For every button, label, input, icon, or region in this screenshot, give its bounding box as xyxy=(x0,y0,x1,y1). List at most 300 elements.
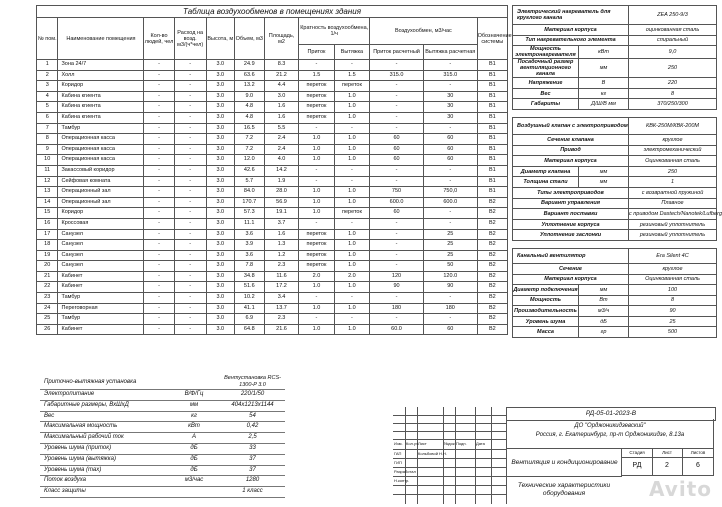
sheets-value: 6 xyxy=(696,462,700,469)
table-cell: В2 xyxy=(477,229,507,240)
spec-value: 250 xyxy=(629,166,717,177)
spec-label: Уплотнение корпуса xyxy=(513,219,629,230)
table-cell: переток xyxy=(299,261,334,272)
table-cell: 3.0 xyxy=(206,303,234,314)
unit-value: 33 xyxy=(220,443,285,454)
table-title: Таблица воздухообменов в помещениях здания xyxy=(37,6,508,18)
spec-value: 100 xyxy=(629,285,717,296)
table-cell: - xyxy=(174,208,206,219)
table-cell: 120.0 xyxy=(423,271,477,282)
table-cell: В2 xyxy=(477,293,507,304)
grid-line xyxy=(393,423,506,424)
table-cell: 60 xyxy=(370,144,424,155)
avito-watermark: Avito xyxy=(649,477,712,501)
table-cell: 63.6 xyxy=(234,70,264,81)
spec-label: Производительность xyxy=(513,306,579,317)
spec-row xyxy=(513,230,717,241)
spec-value: с приводом Dastech/Nanotek/Lufberg xyxy=(629,209,717,220)
spec-label: Толщина стали xyxy=(513,177,579,188)
spec-value: 220 xyxy=(629,78,717,89)
table-cell: 1.6 xyxy=(264,102,298,113)
table-cell: - xyxy=(370,165,424,176)
air-exchange-table xyxy=(36,5,512,335)
spec-value: оцинкованная сталь xyxy=(629,25,717,36)
table-cell: 3.6 xyxy=(234,229,264,240)
table-row xyxy=(37,165,508,176)
grid-line xyxy=(393,494,506,495)
unit-value: 0,42 xyxy=(220,422,285,433)
spec-row xyxy=(513,145,717,156)
grid-line xyxy=(393,458,506,459)
col-outflow-calc: Вытяжка расчетная xyxy=(423,45,477,60)
table-cell: 3.9 xyxy=(234,240,264,251)
unit-row xyxy=(40,465,285,476)
table-cell: В2 xyxy=(477,282,507,293)
unit-value: 2,5 xyxy=(220,433,285,444)
table-cell: 1.6 xyxy=(264,112,298,123)
table-cell: - xyxy=(174,144,206,155)
table-cell: 1.0 xyxy=(334,155,369,166)
signer-name: Кольбовой Н.Н. xyxy=(418,451,448,456)
table-cell: - xyxy=(144,155,174,166)
table-cell: 3.6 xyxy=(234,250,264,261)
spec-label: Вариант управления xyxy=(513,198,629,209)
unit-value: 1280 xyxy=(220,476,285,487)
table-cell: 25 xyxy=(37,314,58,325)
unit-param: Электропитание xyxy=(40,390,168,401)
table-cell: Операционный зал xyxy=(58,187,144,198)
stage-label: Стадия xyxy=(622,449,653,458)
table-cell: - xyxy=(174,176,206,187)
table-cell: 3.0 xyxy=(206,187,234,198)
table-cell: 3.0 xyxy=(206,165,234,176)
table-cell: 3.0 xyxy=(206,271,234,282)
table-cell: 180 xyxy=(423,303,477,314)
table-cell: - xyxy=(144,123,174,134)
table-cell: - xyxy=(174,81,206,92)
table-cell: 3.0 xyxy=(206,240,234,251)
spec-unit: Д/Ш/В мм xyxy=(579,99,629,110)
table-cell: - xyxy=(144,102,174,113)
spec-unit: Вт xyxy=(579,295,629,306)
table-cell: 28.0 xyxy=(264,187,298,198)
table-cell: 21 xyxy=(37,271,58,282)
table-cell: - xyxy=(144,144,174,155)
table-cell: Зона 24/7 xyxy=(58,60,144,71)
spec-label: Диаметр подключения xyxy=(513,285,579,296)
organization-name: ДО "Орджоникидзевский" xyxy=(574,423,646,429)
equipment-specs-table xyxy=(512,5,722,338)
table-cell: 25 xyxy=(423,229,477,240)
spec-label: Вариант поставки xyxy=(513,209,629,220)
table-cell: 13 xyxy=(37,187,58,198)
spec-unit: гр xyxy=(579,327,629,338)
table-cell: 1.0 xyxy=(334,324,369,335)
table-cell: Санузел xyxy=(58,240,144,251)
table-cell: 600.0 xyxy=(370,197,424,208)
spec-unit: мм xyxy=(579,177,629,188)
table-cell: - xyxy=(144,303,174,314)
table-cell: - xyxy=(144,81,174,92)
table-cell: 1.0 xyxy=(334,240,369,251)
table-cell: - xyxy=(299,176,334,187)
spec-row xyxy=(513,187,717,198)
table-cell: - xyxy=(174,134,206,145)
table-cell: - xyxy=(370,112,424,123)
table-cell: Переговорная xyxy=(58,303,144,314)
table-cell: Операционная касса xyxy=(58,134,144,145)
table-row xyxy=(37,303,508,314)
spec-value: 500 xyxy=(629,327,717,338)
table-cell: 25 xyxy=(423,240,477,251)
spec-value: 9,0 xyxy=(629,46,717,59)
table-cell: 56.9 xyxy=(264,197,298,208)
table-cell: 16 xyxy=(37,218,58,229)
grid-line xyxy=(393,431,506,432)
table-cell: 14.2 xyxy=(264,165,298,176)
table-cell: переток xyxy=(299,102,334,113)
table-cell: - xyxy=(423,60,477,71)
signer-role: ГАП xyxy=(394,451,402,456)
table-cell: - xyxy=(174,155,206,166)
table-cell: 3.0 xyxy=(206,324,234,335)
table-cell: В1 xyxy=(477,91,507,102)
table-cell: 15 xyxy=(37,208,58,219)
table-cell: 1.0 xyxy=(334,187,369,198)
table-cell: Операционная касса xyxy=(58,144,144,155)
table-cell: 2 xyxy=(37,70,58,81)
table-cell: 3.0 xyxy=(206,314,234,325)
table-cell: 1.0 xyxy=(299,197,334,208)
table-row xyxy=(37,81,508,92)
col-system: Обозначение системы xyxy=(477,18,507,60)
table-cell: - xyxy=(144,134,174,145)
unit-row xyxy=(40,422,285,433)
table-cell: 4.8 xyxy=(234,102,264,113)
valve-model: КВК-250М/КВК-200М xyxy=(629,117,717,134)
spec-row xyxy=(513,156,717,167)
table-cell: В2 xyxy=(477,197,507,208)
spec-row xyxy=(513,46,717,59)
table-cell: 3.4 xyxy=(264,293,298,304)
table-row xyxy=(37,197,508,208)
table-cell: 3.0 xyxy=(264,91,298,102)
table-cell: 84.0 xyxy=(234,187,264,198)
table-cell: 1.0 xyxy=(299,303,334,314)
table-cell: 3.0 xyxy=(206,208,234,219)
table-cell: 90 xyxy=(370,282,424,293)
table-cell: 5.5 xyxy=(264,123,298,134)
unit-row xyxy=(40,476,285,487)
signer-role: Н.контр. xyxy=(394,478,410,483)
unit-row xyxy=(40,411,285,422)
spec-row xyxy=(513,35,717,46)
unit-row xyxy=(40,443,285,454)
table-cell: - xyxy=(370,218,424,229)
title-block-column-label: Кол.уч xyxy=(406,441,418,446)
table-cell: 60 xyxy=(370,208,424,219)
spec-row xyxy=(513,263,717,274)
table-cell: 11 xyxy=(37,165,58,176)
unit-param: Уровень шума (приток) xyxy=(40,443,168,454)
table-cell: 1.0 xyxy=(334,112,369,123)
table-cell: 315.0 xyxy=(423,70,477,81)
spec-label: Мощность xyxy=(513,295,579,306)
grid-vline xyxy=(455,407,456,504)
spec-value: спиральный xyxy=(629,35,717,46)
table-row xyxy=(37,218,508,229)
table-cell: - xyxy=(174,91,206,102)
table-cell: - xyxy=(174,271,206,282)
spec-label: Типы электроприводов xyxy=(513,187,629,198)
table-row xyxy=(37,70,508,81)
grid-vline xyxy=(405,407,406,504)
spec-row xyxy=(513,285,717,296)
table-cell: 3.0 xyxy=(206,197,234,208)
table-cell: - xyxy=(334,314,369,325)
unit-value: 404х1213х1144 xyxy=(220,400,285,411)
table-row xyxy=(37,314,508,325)
spec-value: 25 xyxy=(629,316,717,327)
table-cell: 3.0 xyxy=(206,282,234,293)
spec-unit: мм xyxy=(579,59,629,78)
spec-label: Сечение xyxy=(513,263,629,274)
table-cell: В1 xyxy=(477,123,507,134)
table-cell: 1.0 xyxy=(299,134,334,145)
table-cell: 315.0 xyxy=(370,70,424,81)
spec-label: Сечение клапана xyxy=(513,134,629,145)
table-cell: - xyxy=(174,165,206,176)
table-row xyxy=(37,155,508,166)
table-cell: - xyxy=(299,218,334,229)
table-cell: - xyxy=(174,112,206,123)
spec-unit: м3/ч xyxy=(579,306,629,317)
sheet-info xyxy=(621,449,714,476)
table-cell: 25 xyxy=(423,250,477,261)
table-cell: В1 xyxy=(477,187,507,198)
table-row xyxy=(37,282,508,293)
table-cell: - xyxy=(144,282,174,293)
table-cell: 60 xyxy=(423,144,477,155)
table-cell: 1 xyxy=(37,60,58,71)
spec-value: Оцинкованная сталь xyxy=(629,274,717,285)
sheets-label: Листов xyxy=(682,449,714,458)
table-cell: В1 xyxy=(477,112,507,123)
table-cell: Санузел xyxy=(58,229,144,240)
spec-label: Материал корпуса xyxy=(513,156,629,167)
spec-label: Материал корпуса xyxy=(513,25,629,36)
table-cell: 30 xyxy=(423,102,477,113)
table-row xyxy=(37,240,508,251)
table-cell: 2.4 xyxy=(264,144,298,155)
spec-value: резиновый уплотнитель xyxy=(629,219,717,230)
title-block-column-label: №док xyxy=(444,441,455,446)
table-cell: - xyxy=(174,261,206,272)
spec-unit: мм xyxy=(579,285,629,296)
spec-value: электромеханический xyxy=(629,145,717,156)
unit-measure: м3/час xyxy=(168,476,220,487)
spec-row xyxy=(513,316,717,327)
unit-measure xyxy=(168,487,220,498)
table-cell: В2 xyxy=(477,303,507,314)
table-cell: - xyxy=(370,123,424,134)
col-air: Воздухообмен, м3/час xyxy=(370,18,477,45)
col-height: Высота, м xyxy=(206,18,234,60)
table-cell: 1.0 xyxy=(334,229,369,240)
unit-param: Вес xyxy=(40,411,168,422)
table-cell: 3.0 xyxy=(206,134,234,145)
table-cell: 10 xyxy=(37,155,58,166)
table-cell: Операционный зал xyxy=(58,197,144,208)
unit-row xyxy=(40,454,285,465)
table-cell: 60 xyxy=(423,155,477,166)
table-cell: - xyxy=(334,60,369,71)
table-cell: - xyxy=(144,176,174,187)
grid-line xyxy=(393,449,506,450)
table-cell: 1.0 xyxy=(334,261,369,272)
table-cell: 3.0 xyxy=(206,91,234,102)
sheet-title: Технические характеристики оборудования xyxy=(506,476,621,504)
table-cell: 750,0 xyxy=(423,187,477,198)
table-cell: 10.2 xyxy=(234,293,264,304)
table-cell: - xyxy=(144,261,174,272)
table-cell: Холл xyxy=(58,70,144,81)
table-cell: - xyxy=(299,314,334,325)
table-cell: 1.3 xyxy=(264,240,298,251)
table-cell: 90 xyxy=(423,282,477,293)
table-cell: 16.5 xyxy=(234,123,264,134)
spec-value: 1 xyxy=(629,177,717,188)
table-cell: - xyxy=(144,324,174,335)
spec-label: Диаметр клапана xyxy=(513,166,579,177)
table-cell: 1.0 xyxy=(334,303,369,314)
table-cell: 3.0 xyxy=(206,60,234,71)
unit-row xyxy=(40,433,285,444)
table-cell: 26 xyxy=(37,324,58,335)
document-code: РД-05-01-2023-В xyxy=(506,407,716,421)
spec-label: Мощность электронагревателя xyxy=(513,46,579,59)
table-cell: переток xyxy=(299,112,334,123)
spec-row xyxy=(513,177,717,188)
table-cell: 5.7 xyxy=(234,176,264,187)
table-cell: 1.0 xyxy=(334,282,369,293)
table-cell: 5 xyxy=(37,102,58,113)
spec-label: Привод xyxy=(513,145,629,156)
table-cell: - xyxy=(144,165,174,176)
table-cell: 12 xyxy=(37,176,58,187)
table-cell: Кабинет xyxy=(58,271,144,282)
table-cell: 1.0 xyxy=(334,197,369,208)
table-cell: переток xyxy=(299,81,334,92)
signer-role: Разработал xyxy=(394,469,416,474)
unit-measure: А xyxy=(168,433,220,444)
project-name: Вентиляция и кондиционирование xyxy=(506,449,622,477)
table-cell: 3.0 xyxy=(206,229,234,240)
table-cell: 1.0 xyxy=(334,91,369,102)
table-cell: 2.0 xyxy=(299,271,334,282)
table-row xyxy=(37,91,508,102)
table-row xyxy=(37,187,508,198)
table-row xyxy=(37,208,508,219)
grid-line xyxy=(393,476,506,477)
grid-line xyxy=(393,415,506,416)
table-cell: 11.6 xyxy=(264,271,298,282)
unit-param: Класс защиты xyxy=(40,487,168,498)
table-cell: 1.5 xyxy=(299,70,334,81)
table-cell: 1.0 xyxy=(334,250,369,261)
table-cell: - xyxy=(174,303,206,314)
table-cell: 6 xyxy=(37,112,58,123)
table-cell: Кабинет xyxy=(58,324,144,335)
table-cell: - xyxy=(423,165,477,176)
col-num: № пом. xyxy=(37,18,58,60)
table-cell: - xyxy=(334,123,369,134)
spec-row xyxy=(513,198,717,209)
table-cell: В1 xyxy=(477,134,507,145)
spec-label: Вес xyxy=(513,88,579,99)
table-cell: - xyxy=(174,60,206,71)
table-cell: Кабина кгиента xyxy=(58,102,144,113)
table-cell: 34.8 xyxy=(234,271,264,282)
table-cell: 23 xyxy=(37,293,58,304)
table-cell: - xyxy=(174,187,206,198)
table-cell: - xyxy=(370,261,424,272)
table-cell: - xyxy=(144,60,174,71)
unit-row xyxy=(40,390,285,401)
table-cell: 7.2 xyxy=(234,134,264,145)
table-cell: 4 xyxy=(37,91,58,102)
table-cell: Коридор xyxy=(58,208,144,219)
spec-label: Посадочный размер вентиляционного канала xyxy=(513,59,579,78)
table-cell: 57.3 xyxy=(234,208,264,219)
table-cell: - xyxy=(299,293,334,304)
spec-label: Материал корпуса xyxy=(513,274,629,285)
table-cell: 13.7 xyxy=(264,303,298,314)
table-cell: - xyxy=(144,208,174,219)
table-cell: 7 xyxy=(37,123,58,134)
sheet-value: 2 xyxy=(652,457,683,475)
table-cell: 41.1 xyxy=(234,303,264,314)
table-row xyxy=(37,324,508,335)
unit-measure: дБ xyxy=(168,443,220,454)
unit-param: Поток воздуха xyxy=(40,476,168,487)
spec-value: Оцинкованная сталь xyxy=(629,156,717,167)
table-cell: 600.0 xyxy=(423,197,477,208)
table-cell: - xyxy=(144,91,174,102)
table-cell: переток xyxy=(299,240,334,251)
table-cell: В1 xyxy=(477,102,507,113)
table-cell: 1.0 xyxy=(299,187,334,198)
table-cell: 4.4 xyxy=(264,81,298,92)
unit-value: 54 xyxy=(220,411,285,422)
table-cell: - xyxy=(370,314,424,325)
unit-model: Вентустановка RCS-1300-P 3.0 xyxy=(220,375,285,390)
table-cell: - xyxy=(334,293,369,304)
table-cell: 3 xyxy=(37,81,58,92)
spec-row xyxy=(513,327,717,338)
table-cell: 1.0 xyxy=(299,144,334,155)
table-cell: 60 xyxy=(370,134,424,145)
spec-label: Габариты xyxy=(513,99,579,110)
table-cell: - xyxy=(423,218,477,229)
table-row xyxy=(37,261,508,272)
table-row xyxy=(37,271,508,282)
table-cell: - xyxy=(174,218,206,229)
table-cell: - xyxy=(299,60,334,71)
table-cell: Тамбур xyxy=(58,293,144,304)
table-cell: Сейфовая комната xyxy=(58,176,144,187)
spec-unit: кВт xyxy=(579,46,629,59)
